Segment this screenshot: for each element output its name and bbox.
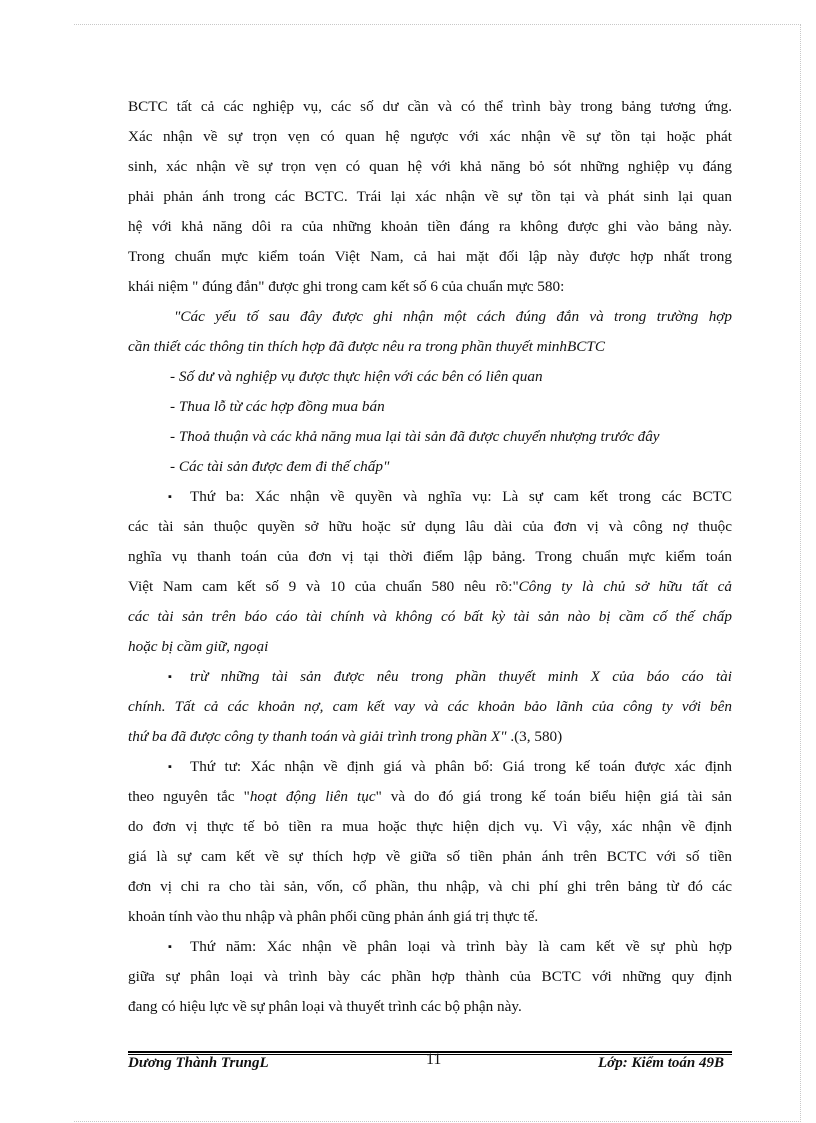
bullet-paragraph-exception	[128, 662, 732, 692]
footer-class: Lớp: Kiểm toán 49B	[598, 1055, 724, 1071]
quote-line: "Các yếu tố sau đây được ghi nhận một cách đúng đắn và trong trường hợp	[174, 308, 732, 325]
bullet-paragraph-fourth	[128, 752, 732, 782]
paragraph-line: BCTC tất cả các nghiệp vụ, các số dư cần và có thể trình bày trong bảng tương ứng.	[128, 98, 732, 115]
quote-list-item: - Thua lỗ từ các hợp đồng mua bán	[170, 398, 385, 415]
paragraph-line: giá là sự cam kết về sự thích hợp về giữa số tiền phản ánh trên BCTC với số tiền	[128, 848, 732, 865]
quote-line: chính. Tất cả các khoản nợ, cam kết vay và các khoản bảo lãnh của công ty với bên	[128, 698, 732, 715]
text-span: theo nguyên tắc "	[128, 788, 250, 805]
paragraph-line: do đơn vị thực tế bỏ tiền ra mua hoặc thực hiện dịch vụ. Vì vậy, xác nhận về định	[128, 818, 732, 835]
text-span: " và do đó giá trong kế toán biểu hiện giá tài sản	[375, 788, 732, 805]
paragraph-line: đơn vị chi ra cho tài sản, vốn, cổ phần, thu nhập, và chi phí ghi trên bảng từ đó các	[128, 878, 732, 895]
bullet-icon: ▪	[168, 941, 172, 953]
quote-list-item: - Số dư và nghiệp vụ được thực hiện với các bên có liên quan	[170, 368, 543, 385]
quote-line: các tài sản trên báo cáo tài chính và không có bất kỳ tài sản nào bị cầm cố thế chấp	[128, 608, 732, 625]
paragraph-line: phải phản ánh trong các BCTC. Trái lại xác nhận về sự tồn tại và phát sinh lại quan	[128, 188, 732, 205]
quote-line: hoặc bị cầm giữ, ngoại	[128, 638, 269, 655]
paragraph-line: nghĩa vụ thanh toán của đơn vị tại thời điểm lập bảng. Trong chuẩn mực kiểm toán	[128, 548, 732, 565]
page-footer	[128, 1051, 732, 1077]
citation: .(3, 580)	[506, 728, 563, 745]
quote-list-item: - Thoả thuận và các khả năng mua lại tài sản đã được chuyển nhượng trước đây	[170, 428, 660, 445]
bullet-text: Thứ năm: Xác nhận về phân loại và trình bày là cam kết về sự phù hợp	[190, 938, 732, 955]
bullet-text: Thứ tư: Xác nhận về định giá và phân bổ: Giá trong kế toán được xác định	[190, 758, 732, 775]
bullet-paragraph-third	[128, 482, 732, 512]
bullet-text: trừ những tài sản được nêu trong phần thuyết minh X của báo cáo tài	[190, 668, 732, 685]
paragraph-line: giữa sự phân loại và trình bày các phần hợp thành của BCTC với những quy định	[128, 968, 732, 985]
paragraph-line: sinh, xác nhận về sự trọn vẹn có quan hệ với khả năng bỏ sót những nghiệp vụ đáng	[128, 158, 732, 175]
document-body	[128, 92, 732, 1022]
paragraph-line: khái niệm " đúng đắn" được ghi trong cam kết số 6 của chuẩn mực 580:	[128, 278, 565, 295]
quote-list-item: - Các tài sản được đem đi thế chấp"	[170, 458, 390, 475]
bullet-icon: ▪	[168, 761, 172, 773]
text-span: Việt Nam cam kết số 9 và 10 của chuẩn 580 nêu rõ:"	[128, 578, 519, 595]
paragraph-line: Xác nhận về sự trọn vẹn có quan hệ ngược với xác nhận về sự tồn tại hoặc phát	[128, 128, 732, 145]
bullet-paragraph-fifth	[128, 932, 732, 962]
paragraph-line: các tài sản thuộc quyền sở hữu hoặc sử dụng lâu dài của đơn vị và công nợ thuộc	[128, 518, 732, 535]
italic-span: hoạt động liên tục	[249, 788, 376, 805]
paragraph-line: khoản tính vào thu nhập và phân phối cũng phản ánh giá trị thực tế.	[128, 908, 539, 925]
page-number: 11	[426, 1051, 442, 1068]
footer-author: Dương Thành TrungL	[128, 1055, 269, 1071]
italic-span: Công ty là chủ sở hữu tất cả	[518, 578, 732, 595]
paragraph-line	[128, 782, 732, 812]
bullet-text: Thứ ba: Xác nhận về quyền và nghĩa vụ: Là sự cam kết trong các BCTC	[190, 488, 732, 505]
quote-line: cần thiết các thông tin thích hợp đã được nêu ra trong phần thuyết minhBCTC	[128, 338, 605, 355]
italic-span: thứ ba đã được công ty thanh toán và giải trình trong phần X"	[128, 728, 507, 745]
paragraph-line: đang có hiệu lực về sự phân loại và thuyết trình các bộ phận này.	[128, 998, 522, 1015]
paragraph-line: Trong chuẩn mực kiểm toán Việt Nam, cả hai mặt đối lập này được hợp nhất trong	[128, 248, 732, 265]
paragraph-line: hệ với khả năng dôi ra của những khoản tiền đáng ra không được ghi vào bảng này.	[128, 218, 732, 235]
bullet-icon: ▪	[168, 491, 172, 503]
paragraph-line	[128, 722, 732, 752]
bullet-icon: ▪	[168, 671, 172, 683]
paragraph-line	[128, 572, 732, 602]
